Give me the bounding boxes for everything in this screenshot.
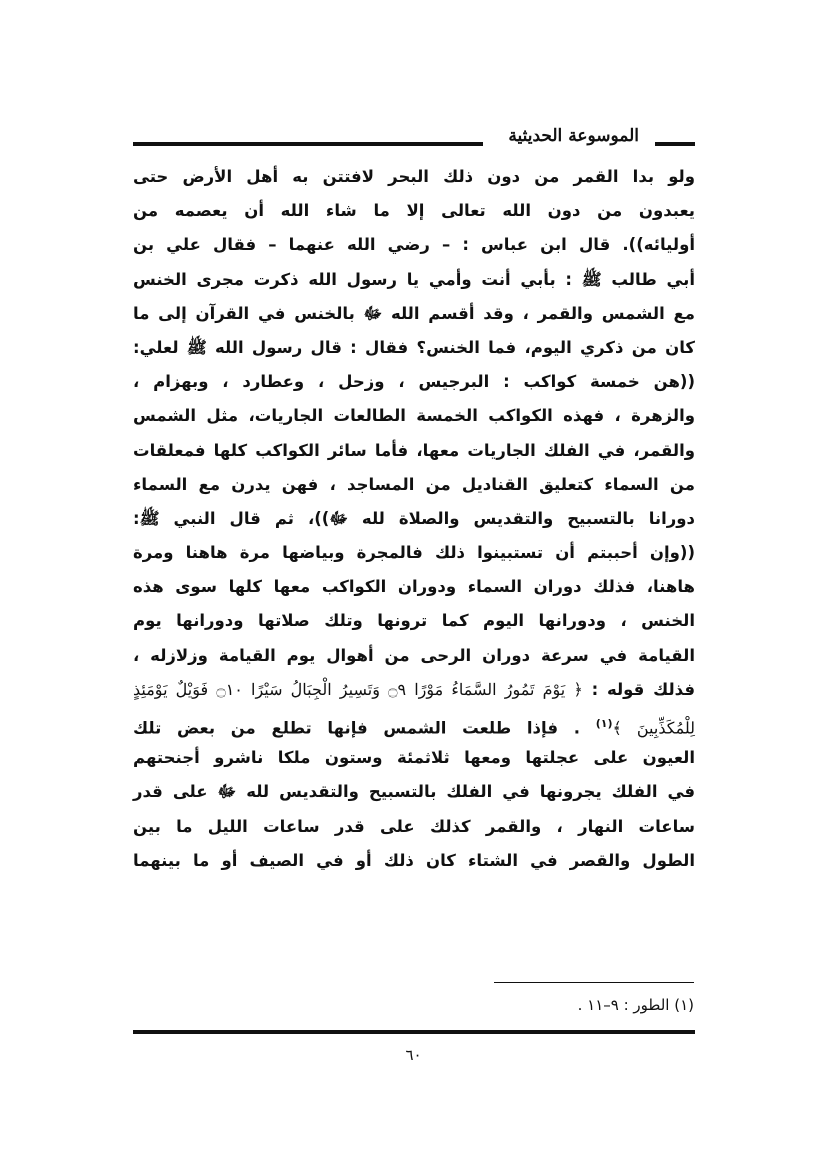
page-number: ٦٠: [405, 1046, 422, 1064]
text-line: ساعات النهار ، والقمر كذلك على قدر ساعات الليل ما بين: [133, 816, 695, 836]
text-line: ((وإن أحببتم أن تستبينوا ذلك فالمجرة وبياضها مرة هاهنا ومرة: [133, 543, 695, 563]
text-line: يعبدون من دون الله تعالى إلا ما شاء الله أن يعصمه من: [133, 201, 695, 221]
header-rule-left: [133, 142, 483, 146]
text-segment: . فإذا طلعت الشمس فإنها تطلع من بعض تلك: [133, 718, 580, 738]
text-line: أوليائه)). قال ابن عباس : – رضي الله عنهما – فقال علي بن: [133, 235, 695, 255]
text-line: من السماء كتعليق القناديل من المساجد ، فهن يدرن مع السماء: [133, 474, 695, 494]
quran-verse: ﴿ يَوْمَ تَمُورُ السَّمَاءُ مَوْرًا ۝٩ وَتَسِيرُ الْجِبَالُ سَيْرًا ۝١٠ فَوَيْلٌ يَوْمَئِذٍ: [133, 679, 583, 699]
footer-rule: [133, 1030, 695, 1034]
text-line: في الفلك يجرونها في الفلك بالتسبيح والتقديس لله ﷻ على قدر: [133, 782, 695, 802]
book-title: الموسوعة الحديثية: [508, 126, 639, 146]
footnote-marker: (١): [595, 717, 613, 730]
text-line: مع الشمس والقمر ، وقد أقسم الله ﷻ بالخنس في القرآن إلى ما: [133, 303, 695, 323]
text-line: كان من ذكري اليوم، فما الخنس؟ فقال : قال رسول الله ﷺ لعلي:: [133, 337, 695, 357]
footnote-separator: [494, 982, 694, 983]
text-line: الطول والقصر في الشتاء كان ذلك أو في الصيف أو ما بينهما: [133, 850, 695, 870]
text-line: القيامة في سرعة دوران الرحى من أهوال يوم القيامة وزلازله ،: [133, 645, 695, 665]
text-line: والقمر، في الفلك الجاريات معها، فأما سائر الكواكب كلها فمعلقات: [133, 440, 695, 460]
text-line: ولو بدا القمر من دون ذلك البحر لافتتن به أهل الأرض حتى: [133, 167, 695, 186]
quran-intro: فذلك قوله :: [591, 679, 696, 699]
body-text: [133, 160, 695, 878]
header-rule-right: [655, 142, 695, 146]
quran-line-1: [133, 673, 695, 707]
running-header: [133, 126, 695, 156]
text-line: دورانا بالتسبيح والتقديس والصلاة لله ﷻ))، ثم قال النبي ﷺ:: [133, 508, 695, 528]
text-line: الخنس ، ودورانها اليوم كما ترونها وتلك صلاتها ودورانها يوم: [133, 611, 695, 631]
text-line: والزهرة ، فهذه الكواكب الخمسة الطالعات الجاريات، مثل الشمس: [133, 406, 695, 426]
quran-line-2: [133, 707, 695, 741]
text-line: العيون على عجلتها ومعها ثلاثمئة وستون ملكا ناشرو أجنحتهم: [133, 748, 695, 768]
quran-verse-end: لِلْمُكَذِّبِينَ ﴾: [612, 718, 695, 738]
text-line: ((هن خمسة كواكب : البرجيس ، وزحل ، وعطارد ، وبهزام ،: [133, 372, 695, 392]
text-line: هاهنا، فذلك دوران السماء ودوران الكواكب معها كلها سوى هذه: [133, 577, 695, 597]
text-line: أبي طالب ﷺ : بأبي أنت وأمي يا رسول الله ذكرت مجرى الخنس: [133, 269, 695, 289]
footnote: (١) الطور : ٩–١١ .: [577, 996, 694, 1014]
